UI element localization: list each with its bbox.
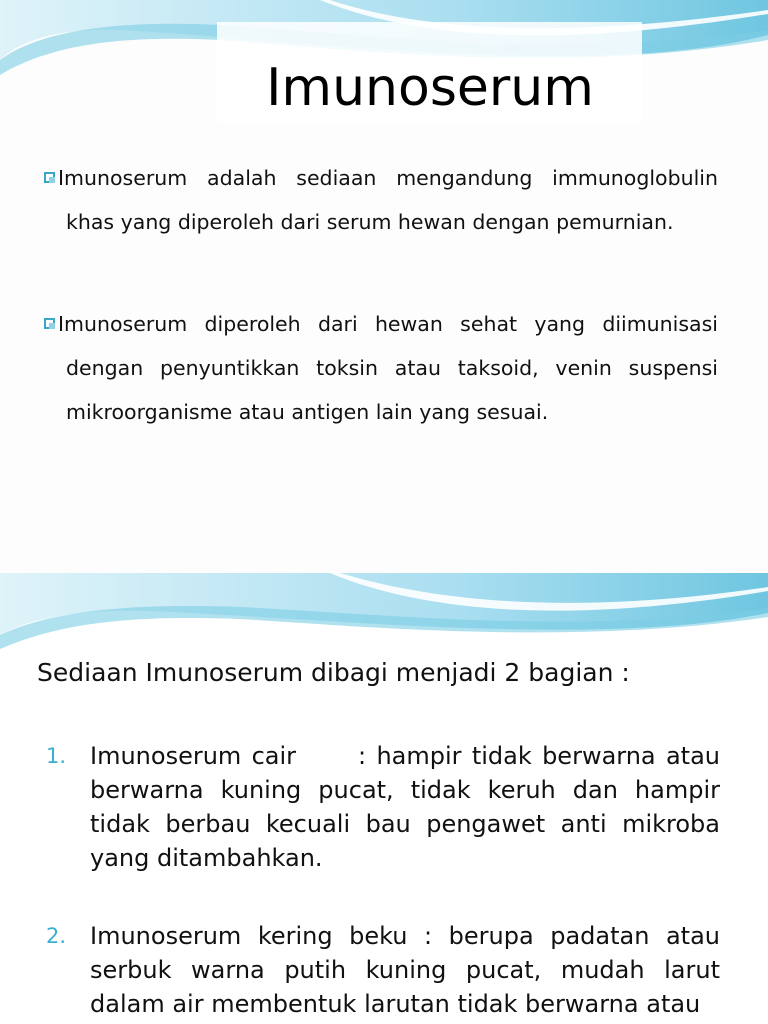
item-separator: : [407,922,449,950]
item-term: Imunoserum cair [90,742,297,770]
slide-2 [0,573,768,1024]
section-heading: Sediaan Imunoserum dibagi menjadi 2 bagian : [37,658,630,687]
bullet-text: Imunoserum diperoleh dari hewan sehat yang diimunisasi dengan penyuntikkan toksin atau taksoid, venin suspensi mikroorganisme atau antigen lain yang sesuai. [58,312,718,424]
item-description: hampir tidak berwarna atau berwarna kuning pucat, tidak keruh dan hampir tidak berbau kecuali bau pengawet anti mikroba yang ditambahkan. [90,742,720,872]
slide-title: Imunoserum [266,58,594,118]
square-bullet-icon [44,172,55,183]
list-item [46,739,720,875]
item-description: berupa padatan atau serbuk warna putih kuning pucat, mudah larut dalam air membentuk larutan tidak berwarna atau [90,922,720,1018]
bullet-text: Imunoserum adalah sediaan mengandung immunoglobulin khas yang diperoleh dari serum hewan dengan pemurnian. [58,166,718,234]
square-bullet-icon [44,318,55,329]
bullet-item [44,302,718,434]
item-term: Imunoserum kering beku [90,922,408,950]
numbered-list [46,739,720,1024]
list-item [46,919,720,1021]
list-number: 1. [46,744,67,768]
bullet-item [44,156,718,244]
item-separator: : [296,742,377,770]
list-number: 2. [46,924,67,948]
